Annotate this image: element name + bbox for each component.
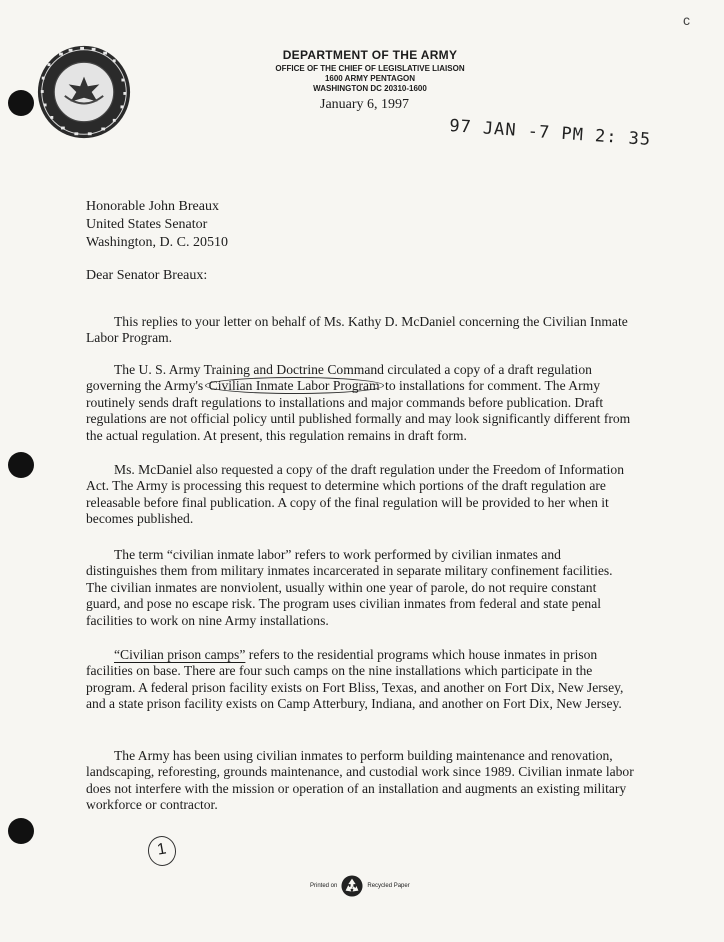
punch-hole	[8, 452, 34, 478]
recycle-icon	[341, 875, 363, 897]
punch-hole	[8, 90, 34, 116]
footer-printed-on: Printed on	[310, 883, 338, 889]
underlined-term: “Civilian prison camps”	[114, 646, 246, 662]
letterhead-office: OFFICE OF THE CHIEF OF LEGISLATIVE LIAISON	[275, 64, 465, 73]
footer-recycled-paper: Recycled Paper	[367, 883, 410, 889]
circled-program-name: Civilian Inmate Labor Program	[205, 377, 384, 394]
punch-hole	[8, 818, 34, 844]
footer	[310, 874, 410, 898]
paragraph-1: This replies to your letter on behalf of Ms. Kathy D. McDaniel concerning the Civilian Inmate Labor Program.	[86, 313, 628, 346]
letterhead-address-line1: 1600 ARMY PENTAGON	[324, 74, 416, 83]
salutation: Dear Senator Breaux:	[86, 268, 208, 283]
paragraph-5-text: refers to the residential programs which house inmates in prison facilities on base. There are four such camps on the nine installations which participate in the program. A federal prison facility exists on Fort Bliss, Texas, and another on Fort Dix, New Jersey, and a state prison facility exists on Camp Atterbury, Indiana, and another on Fort Dix, New Jersey.	[86, 646, 624, 712]
recipient-title: United States Senator	[86, 217, 208, 232]
paragraph-2-text-before: The U. S. Army Training and Doctrine Command circulated a copy of a draft regulation governing the Army's	[86, 361, 592, 394]
letter-date: January 6, 1997	[320, 97, 410, 112]
paragraph-4: The term “civilian inmate labor” refers to work performed by civilian inmates and distinguishes them from military inmates incarcerated in separate military confinement facilities. The civilian inmates are nonviolent, usually within one year of parole, do not require constant guard, and pose no escape risk. The program uses civilian inmates from federal and state penal facilities to work on nine Army installations.	[86, 546, 613, 628]
recipient-address	[86, 198, 228, 252]
corner-mark: c	[683, 12, 690, 28]
recipient-city: Washington, D. C. 20510	[86, 235, 228, 250]
paragraph-5	[86, 647, 634, 713]
paragraph-2-text-after: to installations for comment. The Army routinely sends draft regulations to installations and major commands before publication. Draft regulations are not official policy until published formally and may look significantly different from the actual regulation. At present, this regulation remains in draft form.	[86, 378, 631, 443]
page-number-mark: 1	[146, 834, 179, 868]
paragraph-3: Ms. McDaniel also requested a copy of the draft regulation under the Freedom of Information Act. The Army is processing this request to determine which portions of the draft regulation are releasable before final publication. A copy of the final regulation will be provided to her when it becomes published.	[86, 461, 624, 527]
department-of-defense-seal-icon	[36, 44, 132, 140]
paragraph-2	[86, 362, 634, 445]
received-stamp: 97 JAN -7 PM 2: 35	[448, 116, 652, 151]
paragraph-6: The Army has been using civilian inmates to perform building maintenance and renovation, landscaping, reforesting, grounds maintenance, and custodial work since 1989. Civilian inmate labor does not interfere with the mission or operation of an installation and augments an existing military workforce or contractor.	[86, 747, 634, 813]
letterhead-department: DEPARTMENT OF THE ARMY	[282, 48, 458, 62]
letterhead-address-line2: WASHINGTON DC 20310-1600	[313, 84, 427, 93]
recipient-name: Honorable John Breaux	[86, 199, 219, 214]
